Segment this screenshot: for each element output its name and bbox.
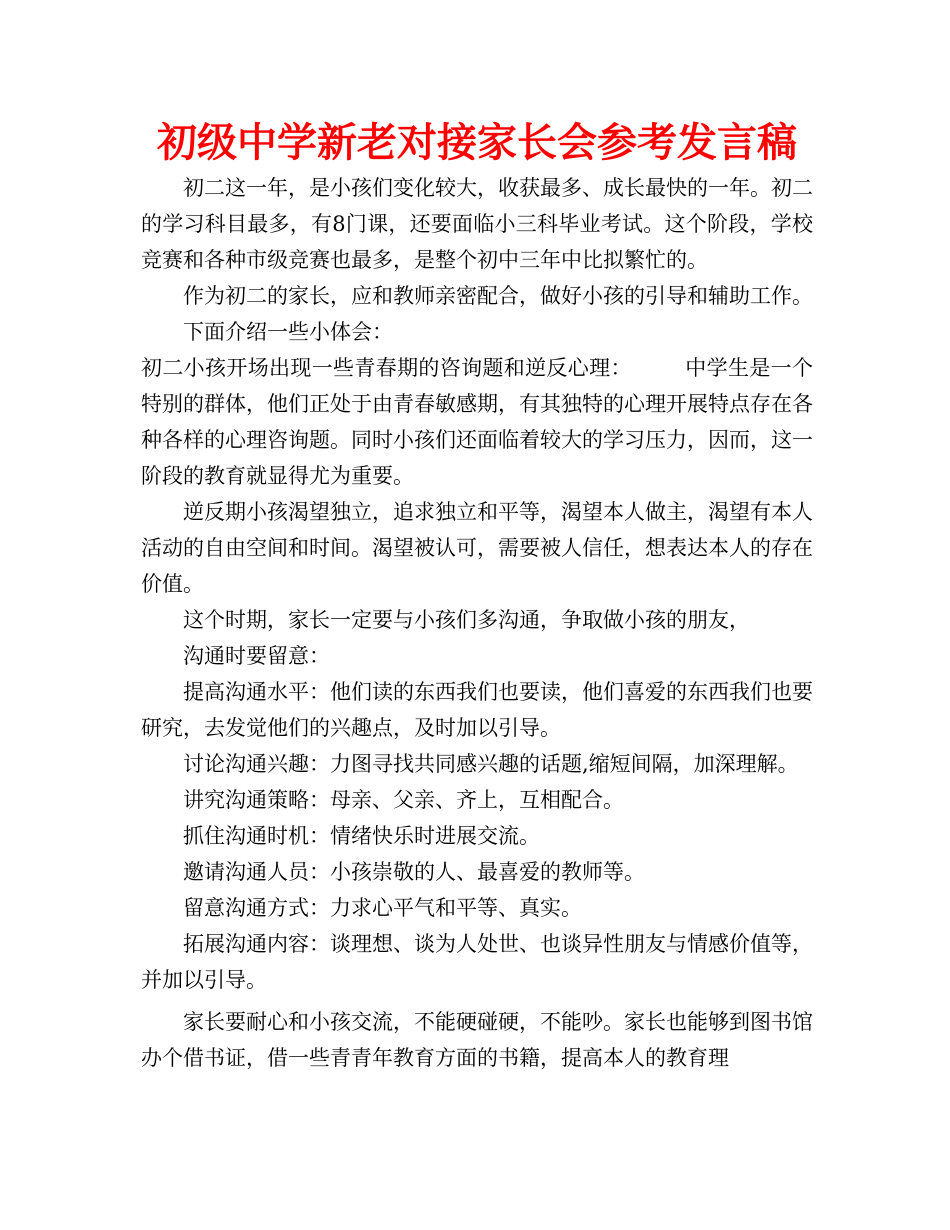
paragraph-14: 拓展沟通内容：谈理想、谈为人处世、也谈异性朋友与情感价值等，并加以引导。 bbox=[141, 932, 813, 992]
paragraph-3: 下面介绍一些小体会： bbox=[183, 320, 393, 344]
paragraph-15: 家长要耐心和小孩交流，不能硬碰硬，不能吵。家长也能够到图书馆办个借书证，借一些青青年教育方面的书籍，提高本人的教育理 bbox=[141, 1010, 813, 1070]
paragraph-9: 讨论沟通兴趣：力图寻找共同感兴趣的话题,缩短间隔，加深理解。 bbox=[183, 752, 799, 776]
document-page bbox=[141, 118, 813, 1076]
paragraph-7: 沟通时要留意： bbox=[183, 644, 330, 668]
paragraph-10: 讲究沟通策略：母亲、父亲、齐上，互相配合。 bbox=[183, 788, 624, 812]
paragraph-1: 初二这一年，是小孩们变化较大，收获最多、成长最快的一年。初二的学习科目最多，有8门课，还要面临小三科毕业考试。这个阶段，学校竞赛和各种市级竞赛也最多，是整个初中三年中比拟繁忙的。 bbox=[141, 176, 813, 272]
paragraph-6: 这个时期，家长一定要与小孩们多沟通，争取做小孩的朋友， bbox=[183, 608, 750, 632]
paragraph-2: 作为初二的家长，应和教师亲密配合，做好小孩的引导和辅助工作。 bbox=[183, 284, 813, 308]
paragraph-4: 初二小孩开场出现一些青春期的咨询题和逆反心理： 中学生是一个特别的群体，他们正处于由青春敏感期，有其独特的心理开展特点存在各种各样的心理咨询题。同时小孩们还面临着较大的学习压力，因而，这一阶段的教育就显得尤为重要。 bbox=[141, 356, 813, 488]
paragraph-8: 提高沟通水平：他们读的东西我们也要读，他们喜爱的东西我们也要研究，去发觉他们的兴趣点，及时加以引导。 bbox=[141, 680, 813, 740]
paragraph-13: 留意沟通方式：力求心平气和平等、真实。 bbox=[183, 896, 582, 920]
document-title: 初级中学新老对接家长会参考发言稿 bbox=[157, 120, 797, 166]
document-body bbox=[141, 170, 813, 1076]
paragraph-5: 逆反期小孩渴望独立，追求独立和平等，渴望本人做主，渴望有本人活动的自由空间和时间。渴望被认可，需要被人信任，想表达本人的存在价值。 bbox=[141, 500, 813, 596]
paragraph-11: 抓住沟通时机：情绪快乐时进展交流。 bbox=[183, 824, 540, 848]
paragraph-12: 邀请沟通人员：小孩崇敬的人、最喜爱的教师等。 bbox=[183, 860, 645, 884]
